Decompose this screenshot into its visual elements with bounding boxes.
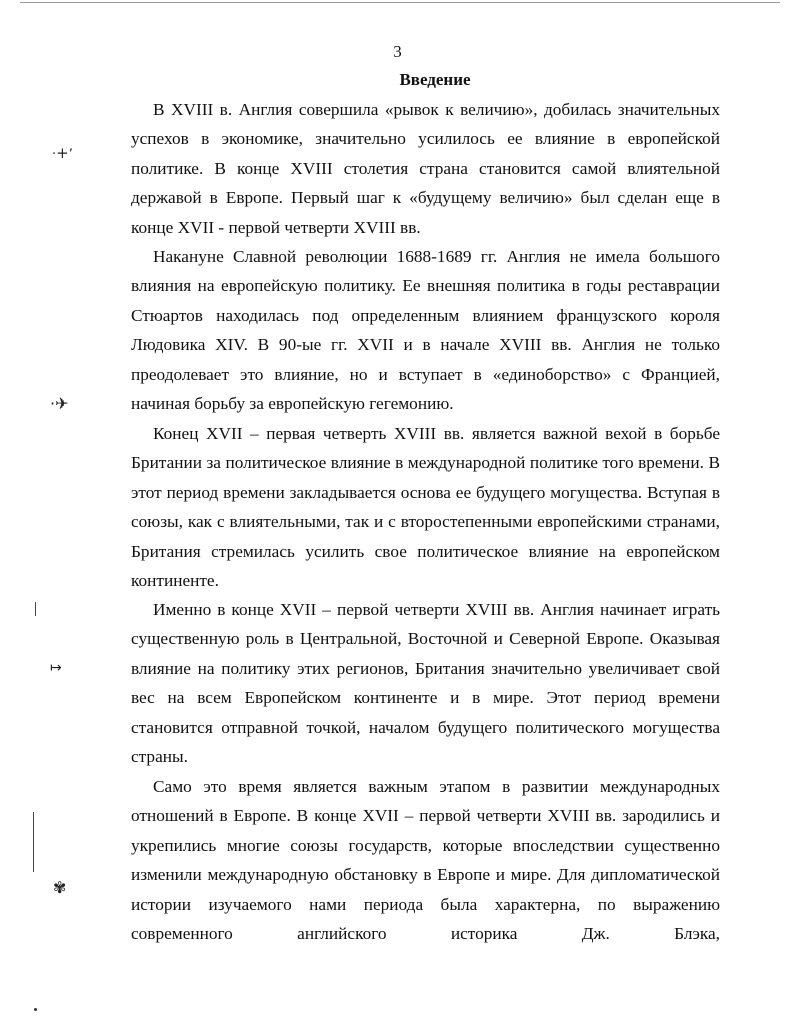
paragraph-4: Именно в конце XVII – первой четверти XVIII вв. Англия начинает играть существенную роль в Центральной, Восточной и Северной Европе. Оказывая влияние на политику этих регионов, Британия значительно увеличивает свой вес на всем Европейском континенте и в мире. Этот период времени становится отправной точкой, началом будущего политического могущества страны. (131, 600, 720, 767)
page-title: Введение (399, 70, 471, 89)
margin-scan-mark: ·+ʼ (52, 144, 73, 162)
margin-scan-line (35, 602, 36, 616)
paragraph-5: Само это время является важным этапом в развитии международных отношений в Европе. В конце XVII – первой четверти XVIII вв. зародились и укрепились многие союзы государств, которые впоследствии существенно изменили международную обстановку в Европе и мире. Для дипломатической истории изучаемого нами периода была характерна, по выражению современного английского историка Дж. Блэка, (131, 777, 720, 944)
paragraph-3: Конец XVII – первая четверть XVIII вв. является важной вехой в борьбе Британии за политическое влияние в международной политике того времени. В этот период времени закладывается основа ее будущего могущества. Вступая в союзы, как с влиятельными, так и с второстепенными европейскими странами, Британия стремилась усилить свое политическое влияние на европейском континенте. (131, 424, 720, 591)
paragraph-3-block (131, 419, 720, 595)
page-number: 3 (393, 42, 402, 61)
paragraph-2: Накануне Славной революции 1688-1689 гг. Англия не имела большого влияния на европейскую политику. Ее внешняя политика в годы реставрации Стюартов находилась под определенным влиянием французского короля Людовика XIV. В 90-ые гг. XVII и в начале XVIII вв. Англия не только преодолевает это влияние, но и вступает в «единоборство» с Францией, начиная борьбу за европейскую гегемонию. (131, 247, 720, 414)
paragraph-4-block (131, 595, 720, 771)
paragraph-1: В XVIII в. Англия совершила «рывок к величию», добилась значительных успехов в экономике, значительно усилилось ее влияние в европейской политике. В конце XVIII столетия страна становится самой влиятельной державой в Европе. Первый шаг к «будущему величию» был сделан еще в конце XVII - первой четверти XVIII вв. (131, 100, 720, 237)
paragraph-1-block (131, 95, 720, 242)
paragraph-2-block (131, 242, 720, 418)
top-border-rule (20, 2, 780, 3)
margin-scan-mark: ✾ (53, 878, 67, 897)
margin-scan-line (33, 812, 34, 872)
margin-scan-mark: ↦ (50, 660, 62, 676)
margin-scan-dot (34, 1008, 37, 1011)
margin-scan-mark: ·✈ (50, 394, 69, 413)
paragraph-5-block (131, 772, 720, 948)
